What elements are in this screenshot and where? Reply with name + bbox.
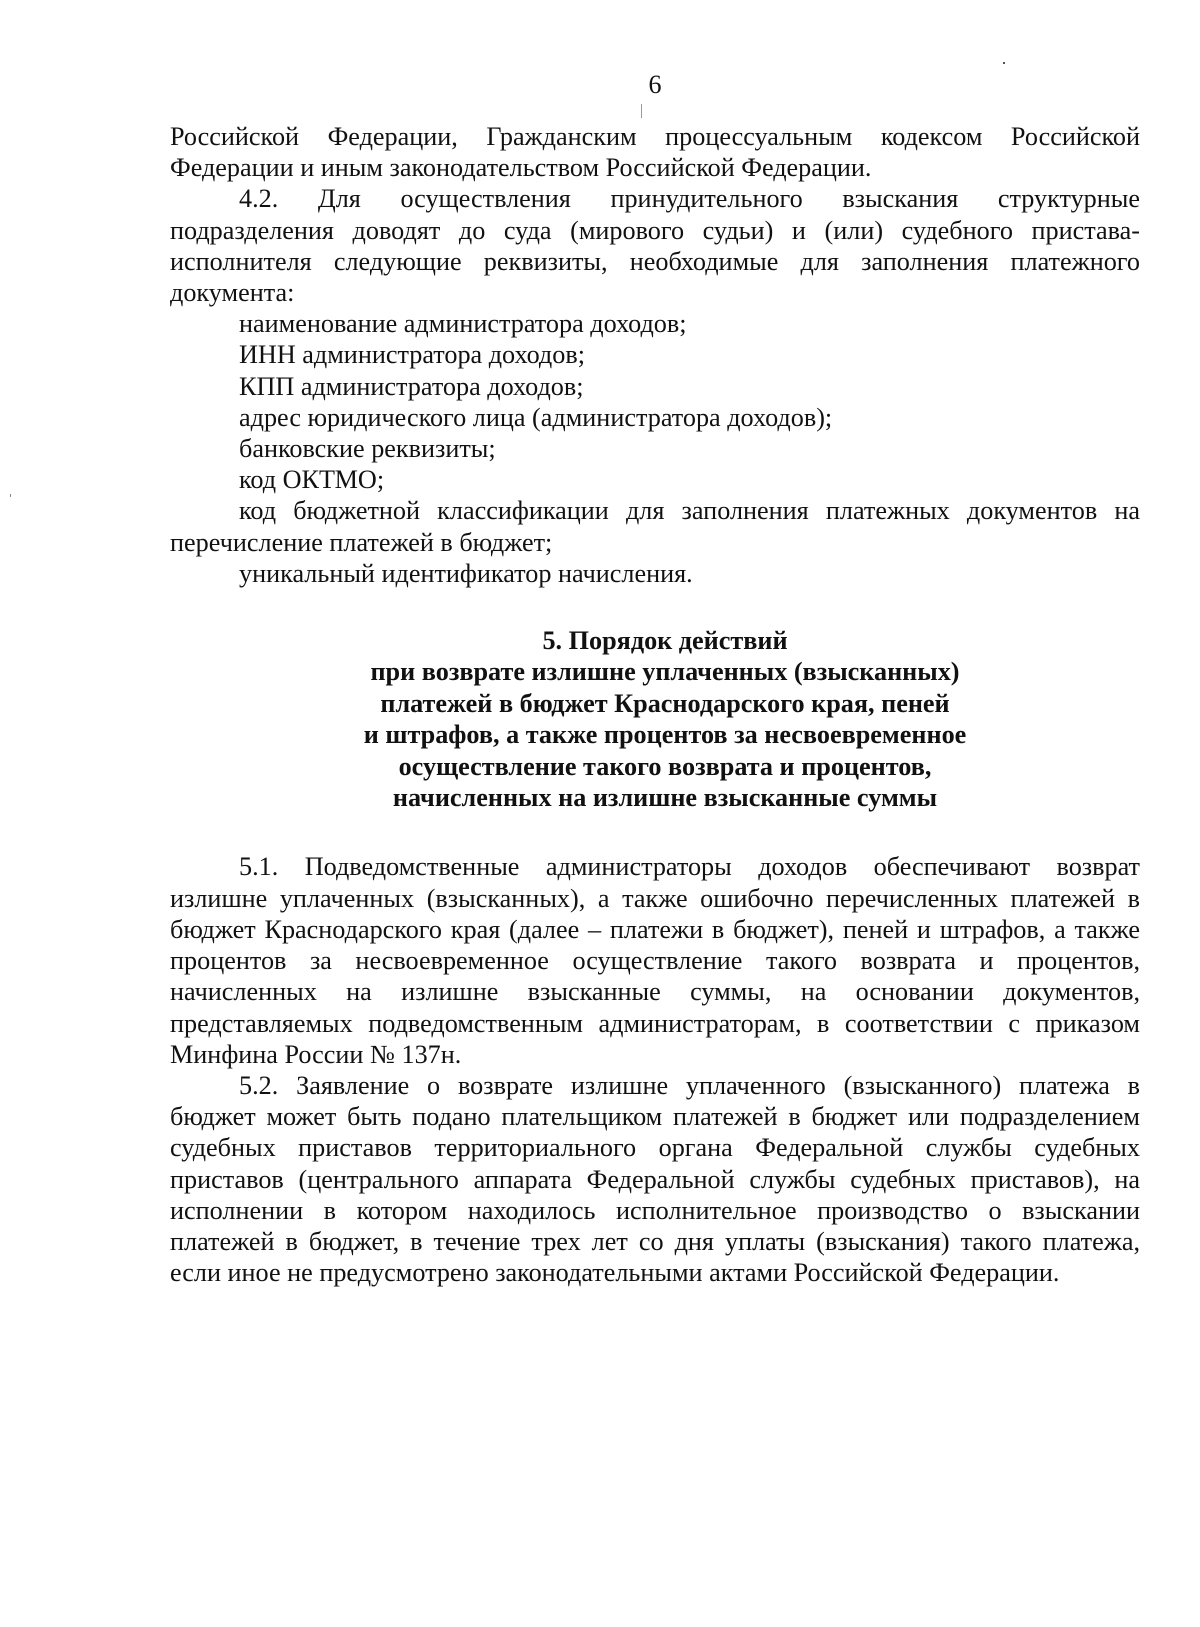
paragraph-continuation: Российской Федерации, Гражданским процессуальным кодексом Российской Федерации и иным законодательством Российской Федерации.: [170, 122, 1140, 183]
list-item: код бюджетной классификации для заполнения платежных документов на перечисление платежей в бюджет;: [170, 496, 1140, 557]
list-item: наименование администратора доходов;: [239, 309, 687, 339]
paragraph-5-2: 5.2. Заявление о возврате излишне уплаченного (взысканного) платежа в бюджет может быть подано плательщиком платежей в бюджет или подразделением судебных приставов территориального органа Федеральной службы судебных приставов (центрального аппарата Федеральной службы судебных приставов), на исполнении в котором находилось исполнительное производство о взыскании платежей в бюджет, в течение трех лет со дня уплаты (взыскания) такого платежа, если иное не предусмотрено законодательными актами Российской Федерации.: [170, 1070, 1140, 1288]
scan-speck: [1003, 62, 1005, 64]
list-item: банковские реквизиты;: [239, 434, 496, 464]
heading-line: и штрафов, а также процентов за несвоевременное: [363, 720, 967, 750]
document-body: [170, 121, 1140, 1288]
paragraph-5-1: 5.1. Подведомственные администраторы доходов обеспечивают возврат излишне уплаченных (взысканных), а также ошибочно перечисленных платежей в бюджет Краснодарского края (далее – платежи в бюджет), пеней и штрафов, а также процентов за несвоевременное осуществление такого возврата и процентов, начисленных на излишне взысканные суммы, на основании документов, представляемых подведомственным администраторам, в соответствии с приказом Минфина России № 137н.: [170, 852, 1140, 1069]
list-item: ИНН администратора доходов;: [239, 340, 585, 370]
scan-speck: [641, 104, 642, 118]
heading-line: 5. Порядок действий: [542, 626, 788, 656]
paragraph-4-2: 4.2. Для осуществления принудительного взыскания структурные подразделения доводят до суда (мирового судьи) и (или) судебного пристава-исполнителя следующие реквизиты, необходимые для заполнения платежного документа:: [170, 184, 1140, 308]
heading-line: осуществление такого возврата и процентов,: [398, 751, 932, 781]
list-item: адрес юридического лица (администратора доходов);: [239, 402, 833, 432]
requisites-list: [170, 308, 1140, 589]
page-number: 6: [648, 70, 662, 99]
heading-line: при возврате излишне уплаченных (взысканных): [370, 657, 960, 687]
section-5-heading: [170, 625, 1140, 813]
list-item: КПП администратора доходов;: [239, 371, 584, 401]
list-item: уникальный идентификатор начисления.: [239, 558, 693, 588]
heading-line: начисленных на излишне взысканные суммы: [392, 783, 938, 813]
heading-line: платежей в бюджет Краснодарского края, пеней: [380, 688, 950, 718]
scan-speck: [10, 494, 11, 497]
list-item: код ОКТМО;: [239, 465, 385, 495]
